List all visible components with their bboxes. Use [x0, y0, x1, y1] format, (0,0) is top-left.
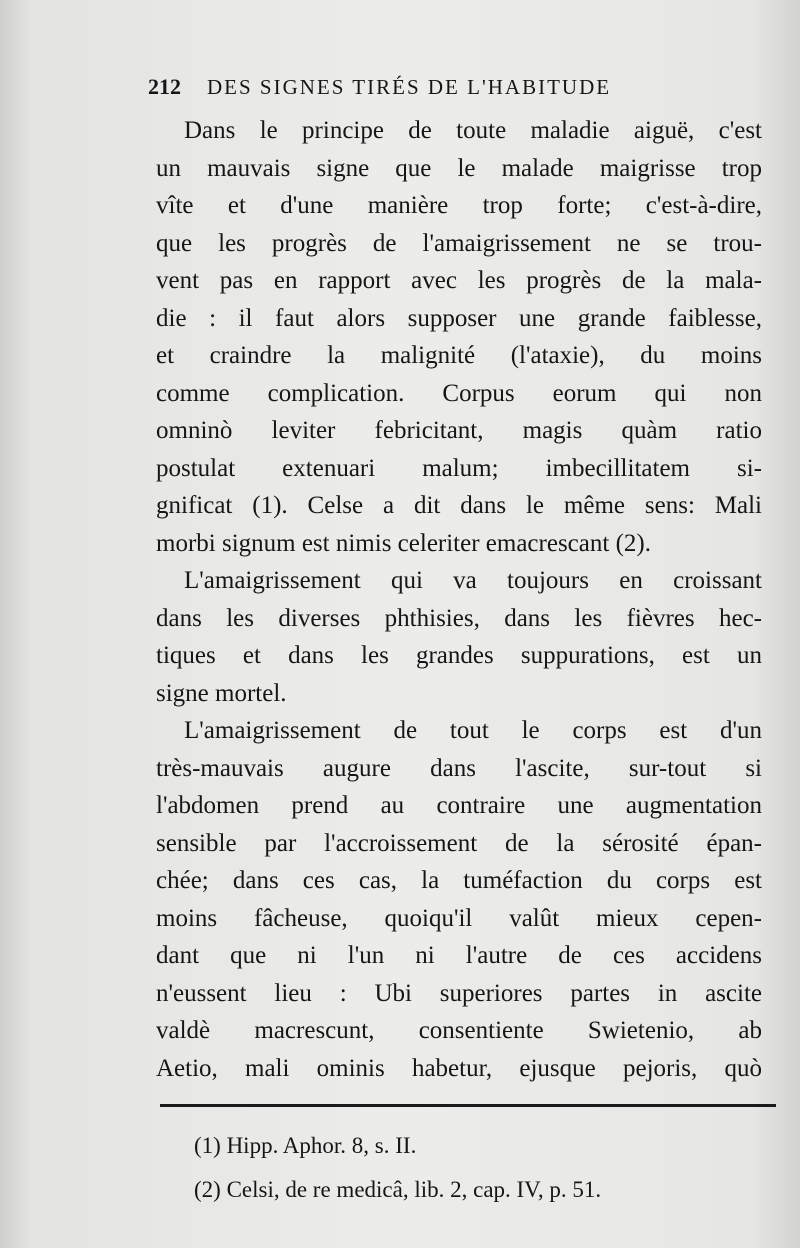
text-line: sensible par l'accroissement de la sérosité épan- — [156, 829, 762, 857]
text-line: tiques et dans les grandes suppurations, est un — [156, 642, 762, 669]
text-line: valdè macrescunt, consentiente Swietenio, ab — [156, 1017, 762, 1044]
text-line: gnificat (1). Celse a dit dans le même sens: Mali — [156, 492, 762, 519]
text-line: l'abdomen prend au contraire une augmentation — [156, 792, 762, 819]
text-line: n'eussent lieu : Ubi superiores partes in ascite — [156, 979, 762, 1007]
footnotes — [194, 1124, 754, 1212]
text-line: L'amaigrissement qui va toujours en croissant — [184, 567, 762, 594]
body-text — [156, 112, 762, 1087]
page-number: 212 — [148, 74, 181, 99]
text-line: et craindre la malignité (l'ataxie), du moins — [156, 342, 762, 369]
text-line: Aetio, mali ominis habetur, ejusque pejoris, quò — [156, 1054, 762, 1082]
footnote-rule — [160, 1104, 776, 1107]
text-line: omninò leviter febricitant, magis quàm ratio — [156, 417, 762, 444]
text-line: un mauvais signe que le malade maigrisse trop — [156, 154, 762, 182]
text-line: morbi signum est nimis celeriter emacrescant (2). — [156, 529, 651, 557]
text-line: dant que ni l'un ni l'autre de ces accidens — [156, 942, 762, 969]
text-line: comme complication. Corpus eorum qui non — [156, 379, 762, 407]
running-header — [148, 74, 708, 100]
text-line: dans les diverses phthisies, dans les fièvres hec- — [156, 604, 762, 632]
text-line: vent pas en rapport avec les progrès de la mala- — [156, 267, 762, 294]
text-line: très-mauvais augure dans l'ascite, sur-tout si — [156, 754, 762, 782]
text-line: postulat extenuari malum; imbecillitatem si- — [156, 454, 762, 482]
footnote-1: (1) Hipp. Aphor. 8, s. II. — [194, 1133, 417, 1158]
running-title: DES SIGNES TIRÉS DE L'HABITUDE — [207, 75, 612, 99]
text-line: moins fâcheuse, quoiqu'il valût mieux cepen- — [156, 904, 762, 932]
text-line: die : il faut alors supposer une grande faiblesse, — [156, 304, 762, 332]
text-line: que les progrès de l'amaigrissement ne se trou- — [156, 229, 762, 257]
footnote-2: (2) Celsi, de re medicâ, lib. 2, cap. IV, p. 51. — [194, 1177, 602, 1202]
text-line: Dans le principe de toute maladie aiguë, c'est — [184, 117, 762, 144]
text-line: L'amaigrissement de tout le corps est d'un — [184, 717, 762, 744]
text-line: chée; dans ces cas, la tuméfaction du corps est — [156, 867, 762, 894]
text-line: vîte et d'une manière trop forte; c'est-à-dire, — [156, 192, 762, 219]
text-line: signe mortel. — [156, 679, 287, 707]
